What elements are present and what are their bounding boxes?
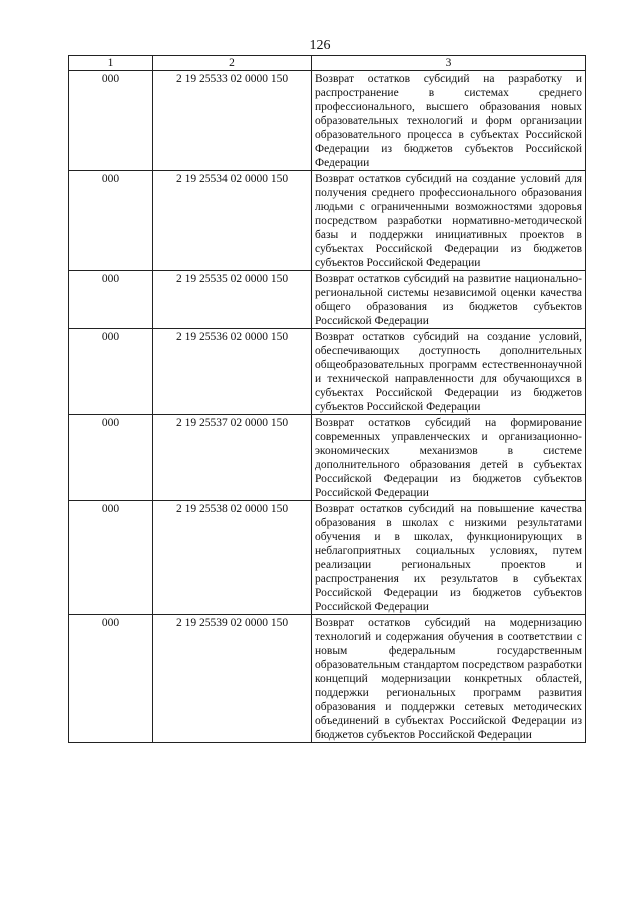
table-row xyxy=(69,271,586,329)
table-header-row xyxy=(69,56,586,71)
administrator-code-cell: 000 xyxy=(69,615,153,743)
budget-classification-table xyxy=(68,55,586,743)
income-code-cell: 2 19 25538 02 0000 150 xyxy=(153,501,312,615)
column-header-2: 2 xyxy=(153,56,312,71)
table-row xyxy=(69,501,586,615)
income-code-cell: 2 19 25535 02 0000 150 xyxy=(153,271,312,329)
table-row xyxy=(69,71,586,171)
administrator-code-cell: 000 xyxy=(69,415,153,501)
administrator-code-cell: 000 xyxy=(69,71,153,171)
income-code-cell: 2 19 25536 02 0000 150 xyxy=(153,329,312,415)
description-cell: Возврат остатков субсидий на разработку и распространение в системах среднего профессионального, высшего образования новых образовательных технологий и форм организации образовательного процесса в субъектах Российской Федерации из бюджетов субъектов Российской Федерации xyxy=(312,71,586,171)
administrator-code-cell: 000 xyxy=(69,501,153,615)
administrator-code-cell: 000 xyxy=(69,329,153,415)
table-row xyxy=(69,415,586,501)
description-cell: Возврат остатков субсидий на создание условий, обеспечивающих доступность дополнительных общеобразовательных программ естественнонаучной и технической направленности для обучающихся в субъектах Российской Федерации из бюджетов субъектов Российской Федерации xyxy=(312,329,586,415)
income-code-cell: 2 19 25533 02 0000 150 xyxy=(153,71,312,171)
description-cell: Возврат остатков субсидий на повышение качества образования в школах с низкими результатами обучения и в школах, функционирующих в неблагоприятных социальных условиях, путем реализации региональных проектов и распространения их результатов в субъектах Российской Федерации из бюджетов субъектов Российской Федерации xyxy=(312,501,586,615)
page-number: 126 xyxy=(309,38,331,53)
description-cell: Возврат остатков субсидий на создание условий для получения среднего профессионального образования людьми с ограниченными возможностями здоровья посредством разработки нормативно-методической базы и поддержки инициативных проектов в субъектах Российской Федерации из бюджетов субъектов Российской Федерации xyxy=(312,171,586,271)
column-header-1: 1 xyxy=(69,56,153,71)
description-cell: Возврат остатков субсидий на формирование современных управленческих и организационно-экономических механизмов в системе дополнительного образования детей в субъектах Российской Федерации из бюджетов субъектов Российской Федерации xyxy=(312,415,586,501)
description-cell: Возврат остатков субсидий на модернизацию технологий и содержания обучения в соответствии с новым федеральным государственным образовательным стандартом посредством разработки концепций модернизации конкретных областей, поддержки региональных программ развития образования и поддержки сетевых методических объединений в субъектах Российской Федерации из бюджетов субъектов Российской Федерации xyxy=(312,615,586,743)
income-code-cell: 2 19 25539 02 0000 150 xyxy=(153,615,312,743)
description-cell: Возврат остатков субсидий на развитие национально-региональной системы независимой оценки качества общего образования из бюджетов субъектов Российской Федерации xyxy=(312,271,586,329)
income-code-cell: 2 19 25537 02 0000 150 xyxy=(153,415,312,501)
table-row xyxy=(69,615,586,743)
table-row xyxy=(69,171,586,271)
administrator-code-cell: 000 xyxy=(69,171,153,271)
administrator-code-cell: 000 xyxy=(69,271,153,329)
table-row xyxy=(69,329,586,415)
column-header-3: 3 xyxy=(312,56,586,71)
income-code-cell: 2 19 25534 02 0000 150 xyxy=(153,171,312,271)
